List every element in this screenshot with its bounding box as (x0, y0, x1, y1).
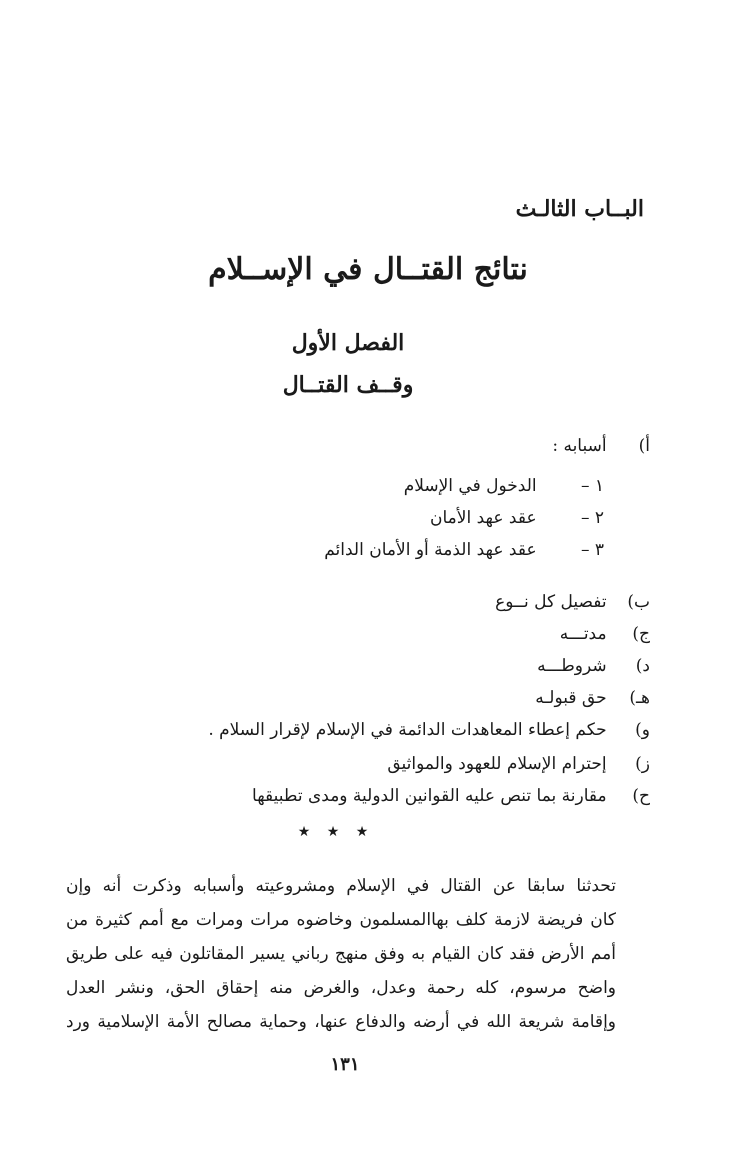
outline-letter: ب) (627, 592, 650, 612)
outline-letter: و) (635, 720, 650, 740)
page-number: ١٣١ (330, 1054, 360, 1075)
outline-letter: ح) (632, 786, 650, 806)
outline-letter: أ) (638, 436, 650, 456)
cause-item-1 (404, 476, 604, 496)
outline-text: حق قبولـه (535, 688, 607, 708)
outline-item-c (560, 624, 650, 644)
outline-text: تفصيل كل نــوع (495, 592, 607, 612)
cause-number: ٣ – (580, 540, 604, 560)
outline-letter: ج) (632, 624, 650, 644)
cause-number: ٢ – (580, 508, 604, 528)
outline-text: أسبابه : (552, 436, 607, 456)
outline-item-e (535, 688, 650, 708)
cause-text: عقد عهد الأمان (430, 508, 537, 528)
cause-text: الدخول في الإسلام (403, 476, 537, 496)
outline-text: مقارنة بما تنص عليه القوانين الدولية ومدى تطبيقها (252, 786, 607, 806)
outline-letter: هـ) (629, 688, 650, 708)
outline-item-h (252, 786, 650, 806)
cause-item-3 (324, 540, 604, 560)
body-line-1: تحدثنا سابقا عن القتال في الإسلام ومشروعيته وأسبابه وذكرت أنه وإن (66, 876, 616, 896)
body-line-2: كان فريضة لازمة كلف بهاالمسلمون وخاضوه مرات ومرات مع أمم كثيرة من (66, 910, 616, 930)
section-separator: ★ ★ ★ (297, 824, 375, 840)
outline-text: إحترام الإسلام للعهود والمواثيق (387, 754, 607, 774)
outline-item-d (537, 656, 650, 676)
part-heading: البــاب الثالـث (515, 196, 644, 222)
outline-text: حكم إعطاء المعاهدات الدائمة في الإسلام لإقرار السلام . (208, 720, 607, 740)
chapter-title: وقــف القتــال (282, 372, 414, 398)
outline-item-b (495, 592, 650, 612)
outline-text: شروطـــه (537, 656, 607, 676)
body-line-3: أمم الأرض فقد كان القيام به وفق منهج رباني يسير المقاتلون فيه على طريق (66, 944, 616, 964)
cause-number: ١ – (580, 476, 604, 496)
outline-text: مدتـــه (559, 624, 607, 644)
chapter-heading: الفصل الأول (291, 330, 405, 356)
outline-item-g (387, 754, 650, 774)
outline-letter: ز) (635, 754, 650, 774)
outline-letter: د) (635, 656, 650, 676)
outline-item-f (208, 720, 650, 740)
body-line-4: واضح مرسوم، كله رحمة وعدل، والغرض منه إحقاق الحق، ونشر العدل (66, 978, 616, 998)
outline-item-a (552, 436, 650, 456)
body-line-5: وإقامة شريعة الله في أرضه والدفاع عنها، وحماية مصالح الأمة الإسلامية ورد (66, 1012, 616, 1032)
cause-text: عقد عهد الذمة أو الأمان الدائم (324, 540, 537, 560)
cause-item-2 (430, 508, 604, 528)
page-title: نتائج القتــال في الإســلام (208, 252, 528, 287)
